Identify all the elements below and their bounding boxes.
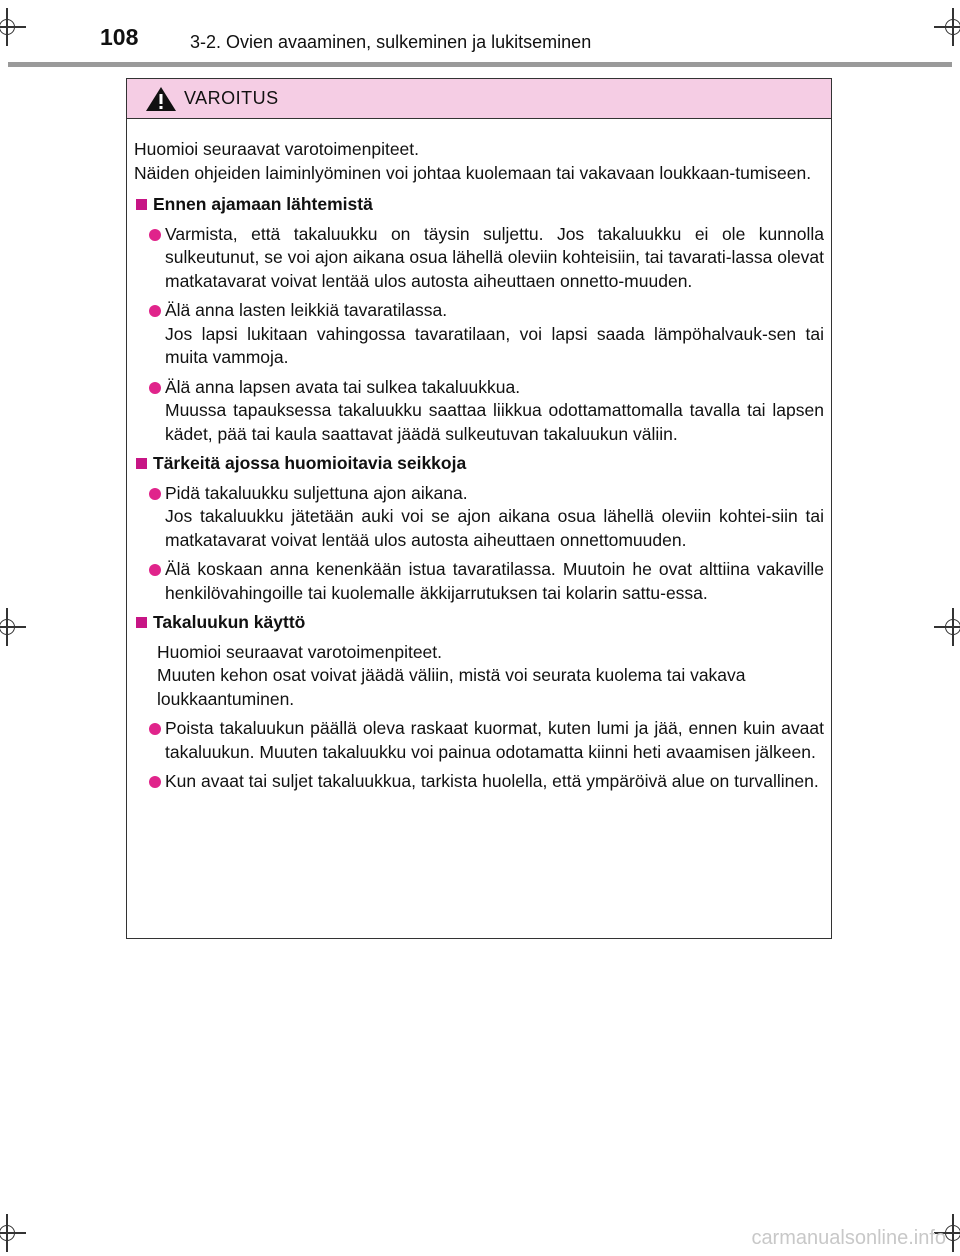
- list-item: [149, 717, 824, 764]
- bullet-dot-icon: [149, 229, 161, 241]
- registration-mark-icon: [942, 16, 960, 38]
- page-number: 108: [100, 24, 139, 50]
- bullet-dot-icon: [149, 382, 161, 394]
- square-bullet-icon: [136, 199, 147, 210]
- section-text-line: Huomioi seuraavat varotoimenpiteet.: [157, 641, 443, 662]
- bullet-text: Älä koskaan anna kenenkään istua tavaratilassa. Muutoin he ovat alttiina vakaville henkilövahingoille tai kuolemalle äkkijarrutuksen tai kolarin sattu-essa.: [165, 559, 824, 603]
- warning-content: [127, 119, 831, 794]
- header-rule: [8, 62, 952, 67]
- section-text-line: Muuten kehon osat voivat jäädä väliin, mistä voi seurata kuolema tai vakava loukkaantuminen.: [157, 665, 746, 709]
- list-item: [149, 770, 824, 794]
- bullet-text: Älä anna lasten leikkiä tavaratilassa.: [165, 300, 448, 320]
- section-text: [157, 641, 824, 712]
- intro-line: Näiden ohjeiden laiminlyöminen voi johtaa kuolemaan tai vakavaan loukkaan-tumiseen.: [134, 162, 812, 183]
- bullet-text: Jos lapsi lukitaan vahingossa tavaratilaan, voi lapsi saada lämpöhalvauk-sen tai muita vammoja.: [165, 323, 824, 367]
- section-title: 3-2. Ovien avaaminen, sulkeminen ja lukitseminen: [190, 32, 592, 52]
- warning-triangle-icon: [145, 86, 177, 112]
- bullet-dot-icon: [149, 305, 161, 317]
- bullet-text: Kun avaat tai suljet takaluukkua, tarkista huolella, että ympäröivä alue on turvallinen.: [165, 771, 819, 791]
- square-bullet-icon: [136, 458, 147, 469]
- bullet-dot-icon: [149, 776, 161, 788]
- watermark: carmanualsonline.info: [751, 1227, 946, 1249]
- registration-mark-icon: [0, 16, 18, 38]
- bullet-text: Poista takaluukun päällä oleva raskaat kuormat, kuten lumi ja jää, ennen kuin avaat takaluukun. Muuten takaluukku voi painua odotamatta kiinni heti avaamisen jälkeen.: [165, 718, 824, 762]
- bullet-text: Pidä takaluukku suljettuna ajon aikana.: [165, 482, 468, 503]
- section-heading: [134, 193, 824, 217]
- registration-mark-icon: [0, 616, 18, 638]
- bullet-text: Älä anna lapsen avata tai sulkea takaluukkua.: [165, 376, 521, 397]
- bullet-dot-icon: [149, 723, 161, 735]
- list-item: [149, 558, 824, 605]
- section-heading-text: Tärkeitä ajossa huomioitavia seikkoja: [153, 453, 467, 473]
- bullet-text: Jos takaluukku jätetään auki voi se ajon aikana osua lähellä oleviin kohtei-siin tai matkatavarat voivat lentää ulos autosta aiheuttaen onnettomuuden.: [165, 506, 824, 550]
- section-heading-text: Ennen ajamaan lähtemistä: [153, 194, 373, 214]
- section-heading-text: Takaluukun käyttö: [153, 612, 306, 632]
- warning-intro: [134, 138, 824, 185]
- bullet-text: Muussa tapauksessa takaluukku saattaa liikkua odottamattomalla tavalla tai lapsen kädet, pää tai kaula saattavat jäädä sulkeutuvan takaluukun väliin.: [165, 400, 824, 444]
- bullet-text: Varmista, että takaluukku on täysin suljettu. Jos takaluukku ei ole kunnolla sulkeutunut, se voi ajon aikana osua lähellä oleviin kohteisiin, tai tavarati-lassa olevat matkatavarat voivat lentää ulos autosta aiheuttaen onnetto-muuden.: [165, 223, 824, 291]
- warning-box: [126, 78, 832, 939]
- list-item: [149, 223, 824, 294]
- registration-mark-icon: [942, 616, 960, 638]
- section-heading: [134, 452, 824, 476]
- bullet-dot-icon: [149, 488, 161, 500]
- section-heading: [134, 611, 824, 635]
- list-item: [149, 299, 824, 370]
- warning-title: VAROITUS: [184, 88, 279, 108]
- warning-header: [127, 79, 831, 119]
- bullet-dot-icon: [149, 564, 161, 576]
- registration-mark-icon: [0, 1222, 18, 1244]
- list-item: [149, 376, 824, 447]
- square-bullet-icon: [136, 617, 147, 628]
- intro-line: Huomioi seuraavat varotoimenpiteet.: [134, 139, 420, 159]
- list-item: [149, 482, 824, 553]
